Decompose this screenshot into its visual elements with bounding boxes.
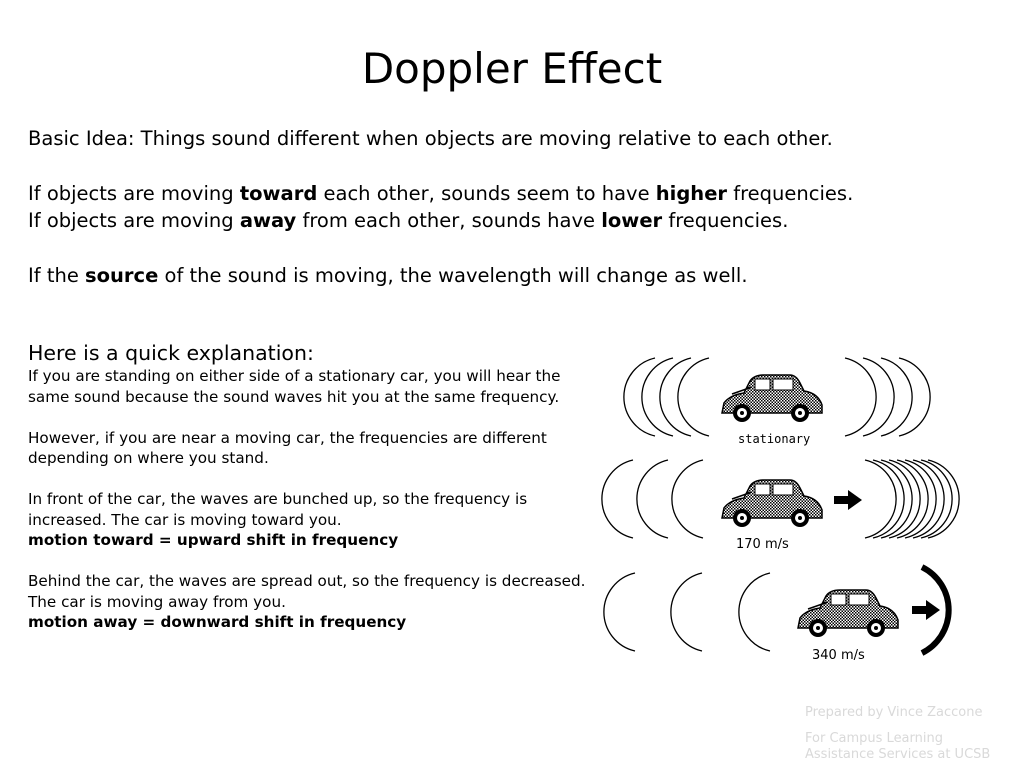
explanation-body	[28, 366, 588, 633]
source-text: If the source of the sound is moving, the wavelength will change as well.	[28, 264, 748, 287]
wave-arc	[642, 358, 673, 436]
toward-rule: motion toward = upward shift in frequency	[28, 531, 399, 549]
footer-author: Prepared by Vince Zaccone	[805, 705, 983, 720]
moving-car-340	[798, 590, 898, 637]
stationary-car	[722, 375, 822, 422]
toward-line: If objects are moving toward each other, sounds seem to have higher frequencies.	[28, 182, 854, 205]
away-rule: motion away = downward shift in frequency	[28, 613, 407, 631]
wave-arc	[602, 460, 633, 538]
wave-arc	[845, 358, 876, 436]
moving-row-340	[604, 573, 770, 651]
wave-arc	[678, 358, 709, 436]
doppler-illustration	[600, 355, 980, 665]
wave-arc	[863, 358, 894, 436]
wave-arc	[899, 358, 930, 436]
slide-title: Doppler Effect	[361, 44, 663, 93]
wave-arc	[739, 573, 770, 651]
wave-arc	[671, 573, 702, 651]
toward-away-text	[28, 180, 853, 234]
right-arrow-icon	[912, 600, 940, 620]
wave-arc	[624, 358, 655, 436]
speed-label-170: 170 m/s	[736, 537, 789, 552]
wave-arc	[881, 358, 912, 436]
wave-arc	[637, 460, 668, 538]
wave-arc	[672, 460, 703, 538]
moving-explanation: However, if you are near a moving car, the frequencies are different depending on where you stand.	[28, 428, 547, 467]
wave-arc	[865, 460, 896, 538]
speed-label-340: 340 m/s	[812, 648, 865, 663]
wave-arc	[873, 460, 904, 538]
right-arrow-icon	[834, 490, 862, 510]
basic-idea-text: Basic Idea: Things sound different when objects are moving relative to each other.	[28, 127, 833, 150]
stationary-explanation: If you are standing on either side of a stationary car, you will hear the same sound because the sound waves hit you at the same frequency.	[28, 367, 561, 406]
footer-organization: For Campus Learning Assistance Services at UCSB	[805, 731, 991, 762]
stationary-label: stationary	[738, 432, 811, 446]
behind-explanation: Behind the car, the waves are spread out, so the frequency is decreased. The car is moving away from you.	[28, 572, 586, 611]
front-explanation: In front of the car, the waves are bunched up, so the frequency is increased. The car is moving toward you.	[28, 490, 528, 529]
away-line: If objects are moving away from each other, sounds have lower frequencies.	[28, 209, 789, 232]
explanation-heading: Here is a quick explanation:	[28, 341, 314, 365]
wave-arc	[660, 358, 691, 436]
moving-car-170	[722, 480, 822, 527]
wave-arc	[604, 573, 635, 651]
